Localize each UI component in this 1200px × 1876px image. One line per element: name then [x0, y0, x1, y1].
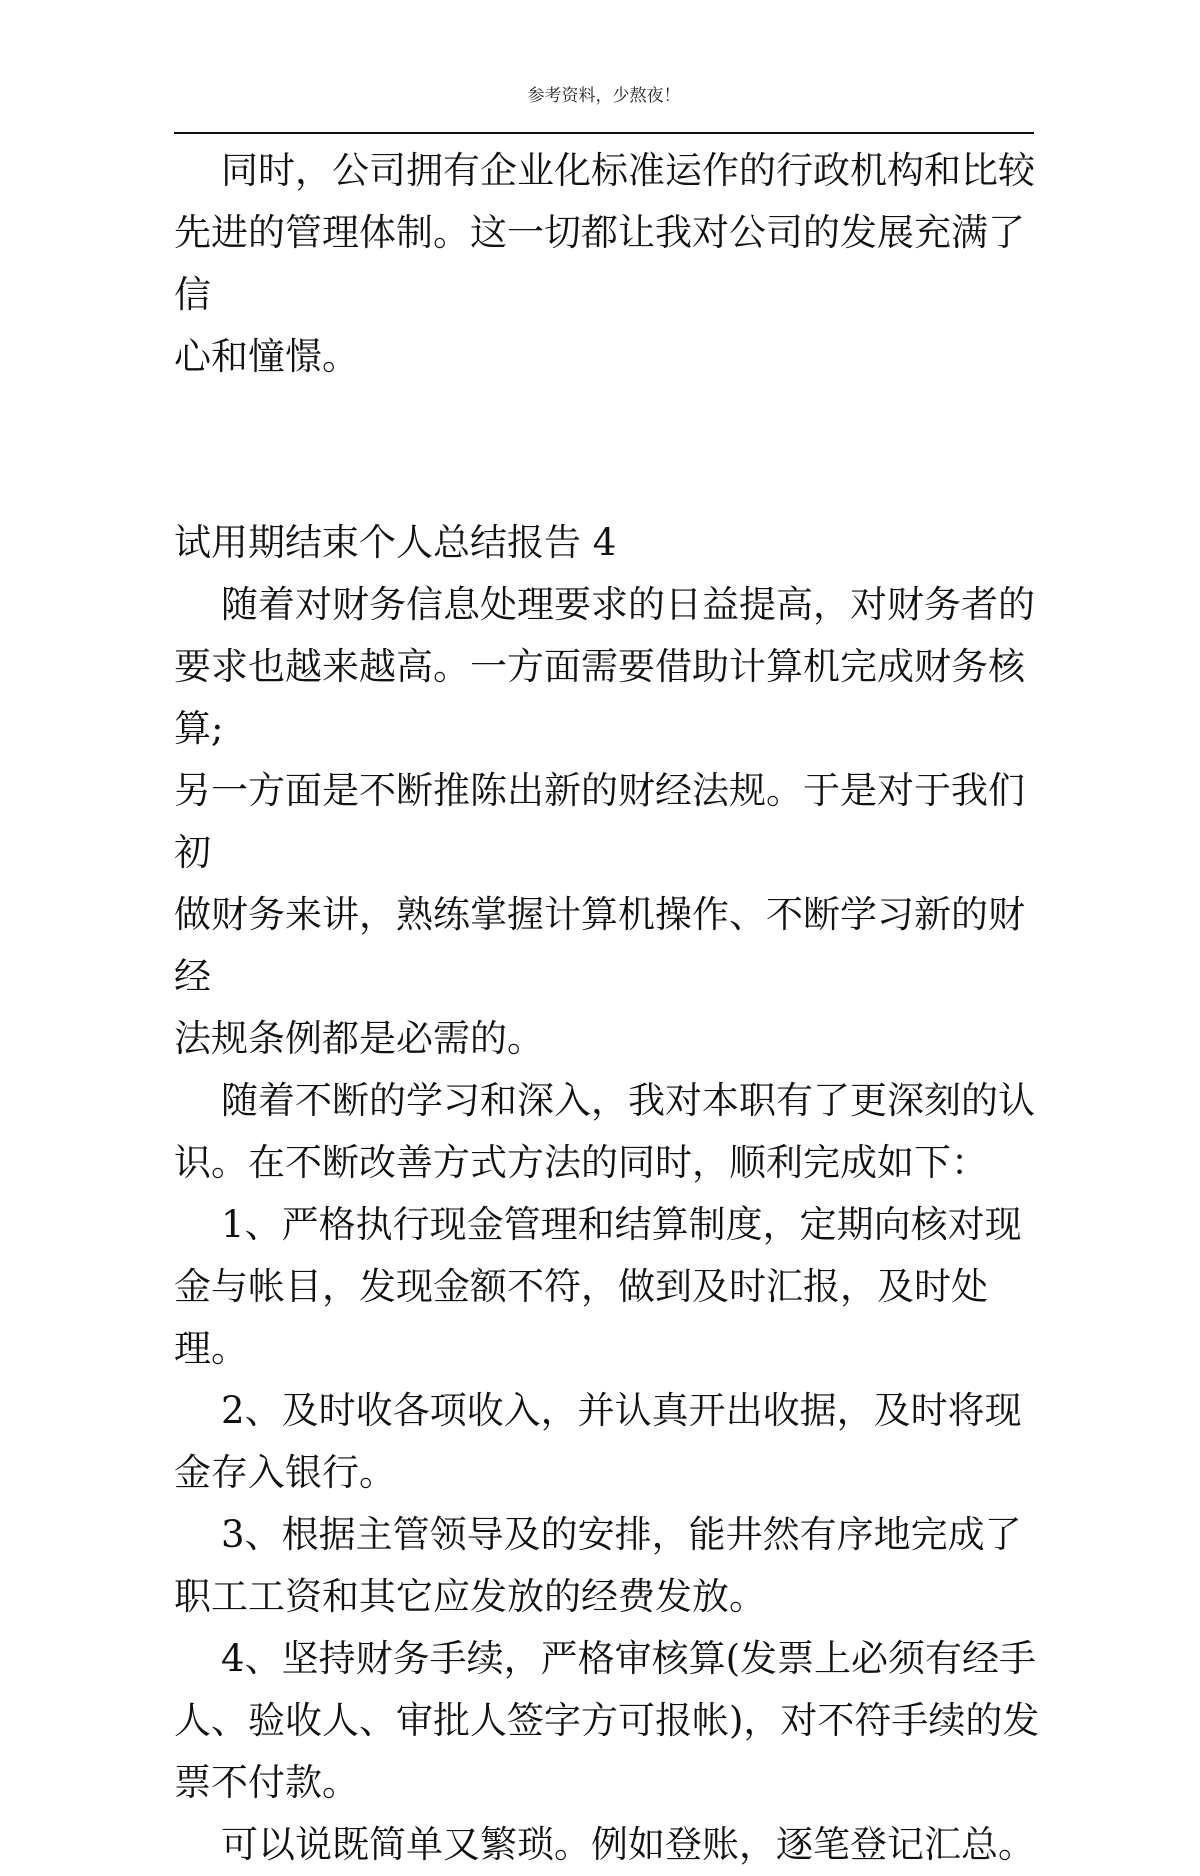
body-line: 要求也越来越高。一方面需要借助计算机完成财务核算;: [174, 645, 1025, 750]
page-header: 参考资料，少熬夜！: [527, 86, 681, 106]
list-item-line: 职工工资和其它应发放的经费发放。: [174, 1575, 766, 1618]
body-line: 另一方面是不断推陈出新的财经法规。于是对于我们初: [174, 769, 1025, 874]
section-title: 试用期结束个人总结报告 4: [174, 521, 617, 564]
section-gap: [174, 388, 1040, 512]
list-item-line: 金存入银行。: [174, 1451, 396, 1494]
list-item-line: 4、坚持财务手续，严格审核算(发票上必须有经手: [174, 1637, 1037, 1680]
body-line: 做财务来讲，熟练掌握计算机操作、不断学习新的财经: [174, 893, 1025, 998]
document-body: [174, 140, 1040, 1876]
list-item-line: 2、及时收各项收入，并认真开出收据，及时将现: [174, 1389, 1022, 1432]
body-line: 可以说既简单又繁琐。例如登账，逐笔登记汇总。: [174, 1823, 1036, 1866]
list-item-line: 金与帐目，发现金额不符，做到及时汇报，及时处理。: [174, 1265, 988, 1370]
list-item-line: 1、严格执行现金管理和结算制度，定期向核对现: [174, 1203, 1022, 1246]
body-line: 心和憧憬。: [174, 335, 359, 378]
list-item-line: 票不付款。: [174, 1761, 359, 1804]
body-line: 法规条例都是必需的。: [174, 1017, 544, 1060]
body-line: 随着对财务信息处理要求的日益提高，对财务者的: [174, 583, 1036, 626]
header-divider: [174, 132, 1034, 134]
body-line: 同时，公司拥有企业化标准运作的行政机构和比较: [174, 149, 1036, 192]
body-line: 随着不断的学习和深入，我对本职有了更深刻的认: [174, 1079, 1036, 1122]
list-item-line: 3、根据主管领导及的安排，能井然有序地完成了: [174, 1513, 1022, 1556]
list-item-line: 人、验收人、审批人签字方可报帐)，对不符手续的发: [174, 1699, 1040, 1742]
body-line: 先进的管理体制。这一切都让我对公司的发展充满了信: [174, 211, 1025, 316]
body-line: 识。在不断改善方式方法的同时，顺利完成如下：: [174, 1141, 988, 1184]
